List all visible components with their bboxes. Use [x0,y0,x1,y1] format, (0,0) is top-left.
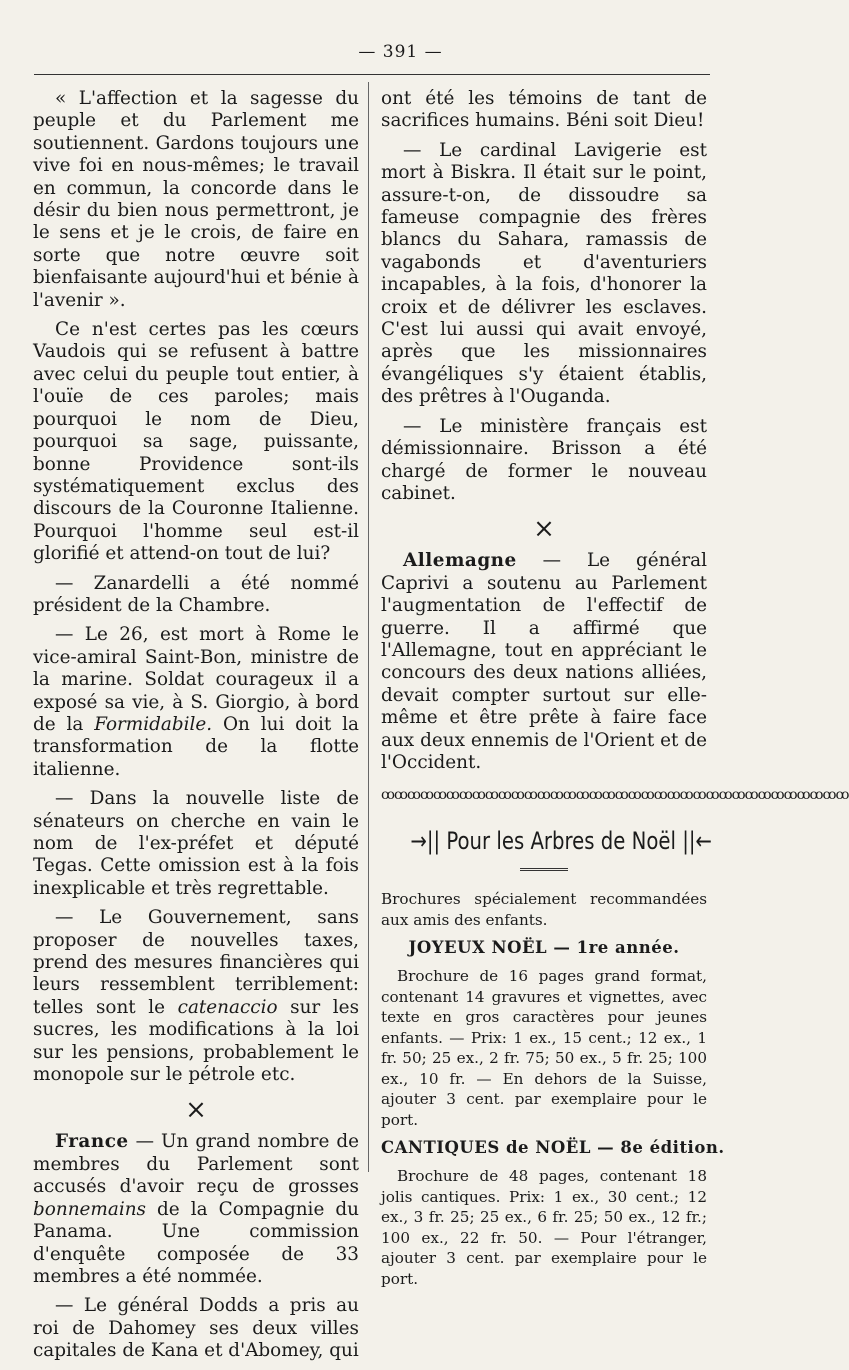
section-lead-allemagne: Allemagne [403,550,517,572]
left-paragraph-1: « L'affection et la sagesse du peuple et du Parlement me soutiennent. Gardons toujours une vive foi en nous-mêmes; le travail en commun, la concorde dans le désir du bien nous permettront, je le sens et je le crois, de faire en sorte que notre œuvre soit bienfaisante aujourd'hui et bénie à l'avenir ». [33,88,359,311]
italic-term: bonnemains [33,1198,146,1220]
column-divider [368,82,369,1172]
text-run: — Un grand nombre de membres du Parlement sont accusés d'avoir reçu de grosses [33,1131,359,1198]
cantiques-text: Brochure de 48 pages, contenant 18 jolis cantiques. Prix: 1 ex., 30 cent.; 12 ex., 3 fr. 25; 25 ex., 6 fr. 25; 50 ex., 12 fr.; 100 ex., 22 fr. 50. — Pour l'étranger, ajouter 3 cent. par exemplaire pour le port. [381,1167,707,1288]
right-column [381,88,849,1295]
text-run: On lui doit la transformation de la flotte italienne. [33,713,359,780]
text-run: — Le général Caprivi a soutenu au Parlement l'augmentation de l'effectif de guerre. Il a affirmé que l'Allemagne, tout en appréciant le concours des deux nations alliées, devait compter surtout sur elle-même et être prête à faire face aux deux ennemis de l'Orient et de l'Occident. [381,550,707,773]
text-run: de la Compagnie du Panama. Une commission d'enquête composée de 33 membres a été nommée. [33,1198,359,1287]
brochures-intro: Brochures spécialement recommandées aux amis des enfants. [381,890,707,929]
left-paragraph-5: — Dans la nouvelle liste de sénateurs on cherche en vain le nom de l'ex-préfet et député Tegas. Cette omission est à la fois inexplicable et très regrettable. [33,788,359,899]
page-number: — 391 — [358,42,443,62]
arbres-title: →|| Pour les Arbres de Noël ||← [410,827,712,856]
allemagne-paragraph [381,550,707,774]
france-paragraph [33,1131,359,1288]
italic-term: catenaccio [177,996,278,1018]
joyeux-noel-title: JOYEUX NOËL — 1re année. [408,938,680,958]
right-paragraph-1: ont été les témoins de tant de sacrifices humains. Béni soit Dieu! [381,88,707,132]
short-rule [520,868,568,871]
left-column [33,88,359,1370]
ornamental-border: ꝏꝏꝏꝏꝏꝏꝏꝏꝏꝏꝏꝏꝏꝏꝏꝏꝏꝏꝏꝏꝏꝏꝏꝏꝏꝏꝏꝏꝏꝏꝏꝏꝏꝏꝏꝏ [381,787,849,804]
left-paragraph-2: Ce n'est certes pas les cœurs Vaudois qui se refusent à battre avec celui du peuple tout entier, à l'ouïe de ces paroles; mais pourquoi le nom de Dieu, pourquoi sa sage, puissante, bonne Providence sont-ils systématiquement exclus des discours de la Couronne Italienne. Pourquoi l'homme seul est-il glorifié et attend-on tout de lui? [33,319,359,565]
cantiques-title: CANTIQUES de NOËL — 8e édition. [381,1138,725,1158]
section-separator: × [533,514,555,545]
left-paragraph-6 [33,907,359,1086]
left-paragraph-8: — Le général Dodds a pris au roi de Dahomey ses deux villes capitales de Kana et d'Abomey, qui [33,1295,359,1362]
text-run: sur les sucres, les modifications à la loi sur les pensions, probablement le monopole sur le pétrole etc. [33,996,360,1086]
right-paragraph-2: — Le cardinal Lavigerie est mort à Biskra. Il était sur le point, assure-t-on, de dissoudre sa fameuse compagnie des frères blancs du Sahara, ramassis de vagabonds et d'aventuriers incapables, à la fois, d'honorer la croix et de délivrer les esclaves. C'est lui aussi qui avait envoyé, après que les missionnaires évangéliques s'y étaient établis, des prêtres à l'Ouganda. [381,139,707,408]
left-paragraph-4 [33,624,359,781]
header-rule [34,74,710,75]
section-separator: × [185,1095,207,1126]
text-run: — Le Gouvernement, sans proposer de nouvelles taxes, prend des mesures financières qui leurs ressemblent terriblement: telles sont le [33,907,359,1018]
right-paragraph-3: — Le ministère français est démissionnaire. Brisson a été chargé de former le nouveau cabinet. [381,415,707,504]
section-lead-france: France [55,1131,129,1153]
left-paragraph-3: — Zanardelli a été nommé président de la Chambre. [33,572,359,616]
italic-term: Formidabile. [94,713,213,735]
text-run: — Le 26, est mort à Rome le vice-amiral Saint-Bon, ministre de la marine. Soldat courageux il a exposé sa vie, à S. Giorgio, à bord de la [33,624,359,735]
joyeux-noel-text: Brochure de 16 pages grand format, contenant 14 gravures et vignettes, avec texte en gros caractères pour jeunes enfants. — Prix: 1 ex., 15 cent.; 12 ex., 1 fr. 50; 25 ex., 2 fr. 75; 50 ex., 5 fr. 25; 100 ex., 10 fr. — En dehors de la Suisse, ajouter 3 cent. par exemplaire pour le port. [381,967,707,1129]
